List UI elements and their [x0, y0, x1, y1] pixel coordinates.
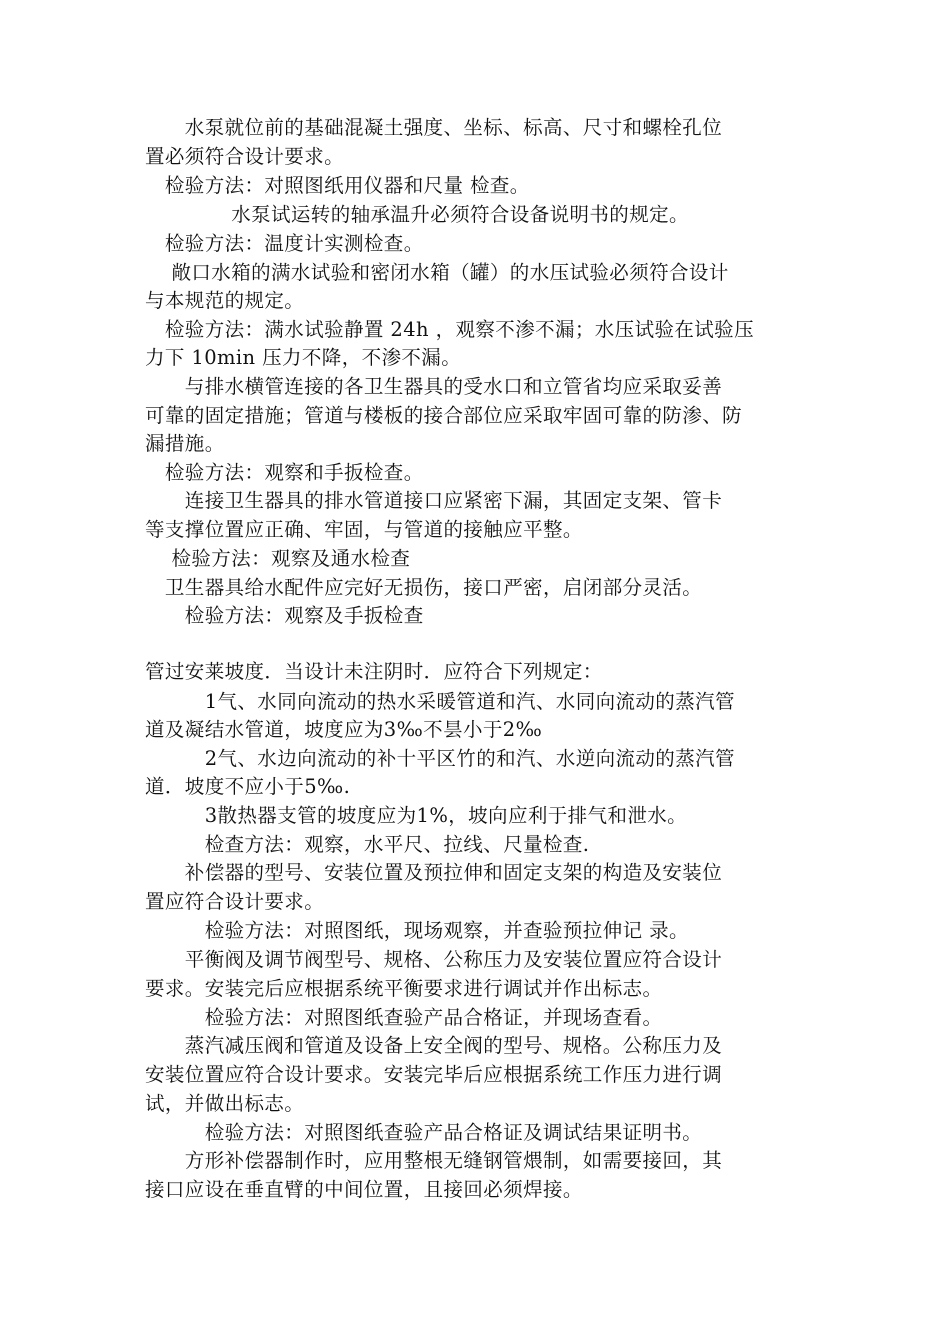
text-line: 检验方法：满水试验静置 24h ，观察不渗不漏；水压试验在试验压 [145, 318, 754, 341]
text-line: 道．坡度不应小于5‰. [145, 775, 351, 798]
text-line: 检验方法：观察及通水检查 [145, 547, 411, 570]
text-line: 水泵就位前的基础混凝土强度、坐标、标高、尺寸和螺栓孔位 [145, 116, 723, 139]
text-line: 检验方法：对照图纸用仪器和尺量 检查。 [145, 174, 530, 197]
text-line: 卫生器具给水配件应完好无损伤，接口严密，启闭部分灵活。 [145, 576, 703, 599]
text-line: 与排水横管连接的各卫生器具的受水口和立管省均应采取妥善 [145, 375, 723, 398]
text-line: 安装位置应符合设计要求。安装完毕后应根据系统工作压力进行调 [145, 1063, 723, 1086]
text-line: 道及凝结水管道，坡度应为3‰不昙小于2‰ [145, 718, 543, 741]
text-line: 力下 10min 压力不降，不渗不漏。 [145, 346, 462, 369]
text-line: 检验方法：观察和手扳检查。 [145, 461, 424, 484]
text-line: 与本规范的规定。 [145, 289, 305, 312]
text-line: 检验方法：温度计实测检查。 [145, 232, 424, 255]
text-line: 试，并做出标志。 [145, 1092, 305, 1115]
text-line: 接口应设在垂直臂的中间位置，且接回必须焊接。 [145, 1178, 583, 1201]
text-line: 置必须符合设计要求。 [145, 145, 345, 168]
text-line: 检查方法：观察，水平尺、拉线、尺量检查. [145, 833, 590, 856]
text-line: 蒸汽减压阀和管道及设备上安全阀的型号、规格。公称压力及 [145, 1034, 723, 1057]
text-line: 检验方法：对照图纸查验产品合格证，并现场查看。 [145, 1006, 663, 1029]
text-line: 可靠的固定措施；管道与楼板的接合部位应采取牢固可靠的防渗、防 [145, 404, 743, 427]
text-line: 检验方法：对照图纸，现场观察，并查验预拉伸记 录。 [145, 919, 689, 942]
text-line: 平衡阀及调节阀型号、规格、公称压力及安装位置应符合设计 [145, 948, 723, 971]
text-line: 置应符合设计要求。 [145, 890, 325, 913]
text-line: 检验方法：观察及手扳检查 [145, 604, 424, 627]
text-line: 3散热器支管的坡度应为1%，坡向应利于排气和泄水。 [145, 804, 688, 827]
text-line: 方形补偿器制作时，应用整根无缝钢管煨制，如需要接回，其 [145, 1149, 723, 1172]
text-line: 要求。安装完后应根据系统平衡要求进行调试并作出标志。 [145, 977, 663, 1000]
text-line: 2气、水边向流动的补十平区竹的和汽、水逆向流动的蒸汽管 [145, 747, 735, 770]
text-line: 等支撑位置应正确、牢固，与管道的接触应平整。 [145, 518, 583, 541]
text-line: 漏措施。 [145, 432, 225, 455]
text-line: 敞口水箱的满水试验和密闭水箱（罐）的水压试验必须符合设计 [145, 261, 729, 284]
text-line: 水泵试运转的轴承温升必须符合设备说明书的规定。 [145, 203, 689, 226]
text-line: 管过安莱坡度．当设计未注阴时．应符合下列规定： [145, 660, 603, 683]
text-line: 补偿器的型号、安装位置及预拉伸和固定支架的构造及安装位 [145, 861, 723, 884]
text-line: 连接卫生器具的排水管道接口应紧密下漏，其固定支架、管卡 [145, 489, 723, 512]
text-line: 1气、水同向流动的热水采暖管道和汽、水同向流动的蒸汽管 [145, 690, 735, 713]
text-line: 检验方法：对照图纸查验产品合格证及调试结果证明书。 [145, 1121, 703, 1144]
